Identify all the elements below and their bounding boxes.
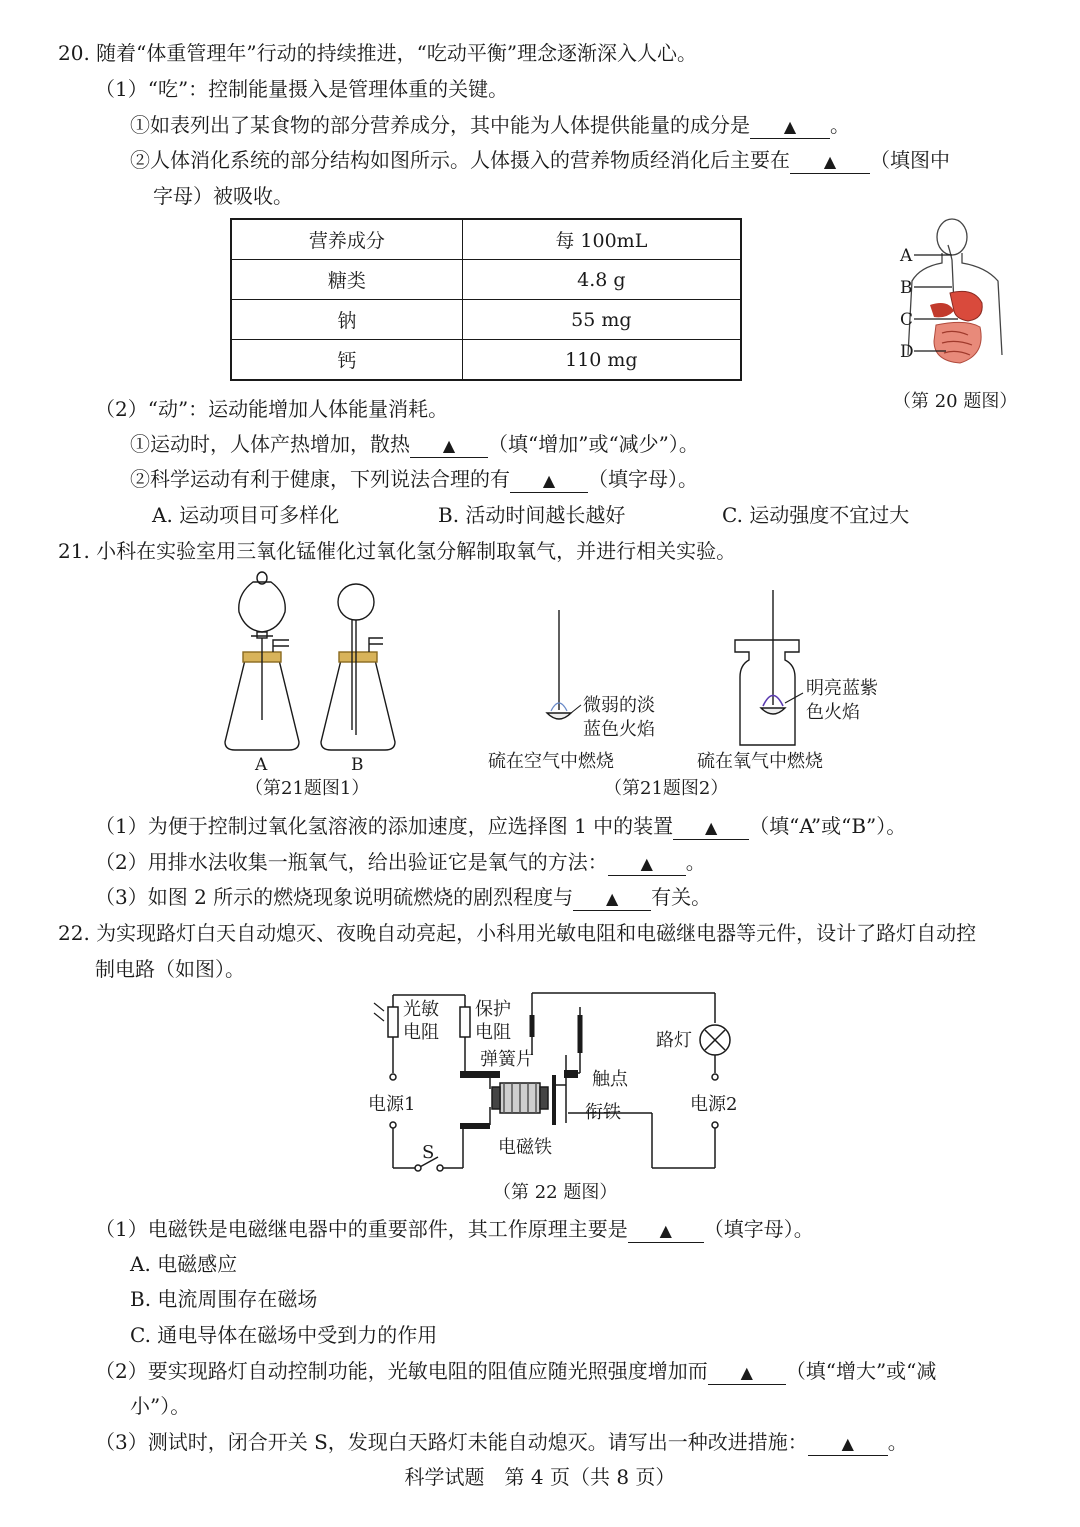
q20-part2-1: ①运动时，人体产热增加，散热 ▲ （填“增加”或“减少”）。 (130, 432, 699, 456)
q22-part1: （1）电磁铁是电磁继电器中的重要部件，其工作原理主要是 ▲ （填字母）。 (95, 1217, 814, 1241)
flame-oxygen-label: 明亮蓝紫 色火焰 (806, 678, 878, 723)
q21-part3: （3）如图 2 所示的燃烧现象说明硫燃烧的剧烈程度与 ▲ 有关。 (95, 885, 712, 909)
table-row (231, 340, 741, 381)
burn-oxygen-label: 硫在氧气中燃烧 (697, 751, 823, 772)
answer-blank[interactable]: ▲ (510, 468, 588, 493)
flask-apparatus-figure (215, 570, 405, 775)
fig-label-d: D (900, 342, 914, 362)
q22-option-c: C. 通电导体在磁场中受到力的作用 (130, 1323, 438, 1347)
table-cell: 4.8 g (462, 260, 741, 300)
answer-blank[interactable]: ▲ (673, 815, 749, 840)
answer-blank[interactable]: ▲ (608, 851, 686, 876)
burn-air-label: 硫在空气中燃烧 (488, 751, 614, 772)
power1-label: 电源1 (368, 1094, 416, 1115)
protect-resistor-label: 保护 电阻 (475, 999, 511, 1043)
q21-stem: 21. 小科在实验室用三氧化锰催化过氧化氢分解制取氧气，并进行相关实验。 (58, 539, 737, 563)
spring-label: 弹簧片 (480, 1049, 534, 1070)
q20-part1-1: ①如表列出了某食物的部分营养成分，其中能为人体提供能量的成分是 ▲ 。 (130, 113, 850, 137)
table-cell: 钙 (231, 340, 462, 381)
answer-blank[interactable]: ▲ (628, 1218, 704, 1243)
q20-part1: （1）“吃”：控制能量摄入是管理体重的关键。 (95, 77, 509, 101)
q22-option-b: B. 电流周围存在磁场 (130, 1287, 318, 1311)
nutrition-table (230, 218, 742, 381)
stomach-shape (950, 291, 982, 321)
digestive-system-figure (890, 215, 1030, 385)
fig-label-a: A (900, 246, 913, 266)
q22-part2: （2）要实现路灯自动控制功能，光敏电阻的阻值应随光照强度增加而 ▲ （填“增大”或“减 (95, 1359, 937, 1383)
switch-label: S (422, 1142, 435, 1163)
fig-label-c: C (900, 310, 914, 330)
option-b: B. 活动时间越长越好 (438, 503, 626, 527)
flask-label-b: B (351, 755, 364, 775)
table-row (231, 260, 741, 300)
lamp-label: 路灯 (656, 1030, 692, 1051)
contact-label: 触点 (592, 1069, 628, 1090)
answer-blank[interactable]: ▲ (750, 114, 830, 139)
q21-part1: （1）为便于控制过氧化氢溶液的添加速度，应选择图 1 中的装置 ▲ （填“A”或“B”）。 (95, 814, 907, 838)
answer-blank[interactable]: ▲ (708, 1360, 786, 1385)
answer-blank[interactable]: ▲ (790, 149, 870, 174)
q20-part2: （2）“动”：运动能增加人体能量消耗。 (95, 397, 449, 421)
q22-stem-cont: 制电路（如图）。 (95, 957, 245, 981)
table-cell: 55 mg (462, 300, 741, 340)
flame-air-label: 微弱的淡 蓝色火焰 (583, 695, 655, 740)
q20-part1-2-cont: 字母）被吸收。 (153, 184, 293, 208)
q22-fig-caption: （第 22 题图） (493, 1182, 618, 1203)
table-header: 每 100mL (462, 219, 741, 260)
table-cell: 钠 (231, 300, 462, 340)
table-cell: 110 mg (462, 340, 741, 381)
armature-label: 衔铁 (585, 1102, 621, 1123)
answer-blank[interactable]: ▲ (410, 433, 488, 458)
electromagnet-label: 电磁铁 (498, 1137, 552, 1158)
page-footer: 科学试题 第 4 页（共 8 页） (404, 1465, 676, 1489)
q20-stem: 20. 随着“体重管理年”行动的持续推进，“吃动平衡”理念逐渐深入人心。 (58, 41, 698, 65)
answer-blank[interactable]: ▲ (808, 1431, 888, 1456)
fig-label-b: B (900, 278, 913, 298)
q20-fig-caption: （第 20 题图） (893, 391, 1018, 412)
option-c: C. 运动强度不宜过大 (722, 503, 910, 527)
q22-part3: （3）测试时，闭合开关 S，发现白天路灯未能自动熄灭。请写出一种改进措施： ▲ 。 (95, 1430, 908, 1454)
table-header: 营养成分 (231, 219, 462, 260)
table-cell: 糖类 (231, 260, 462, 300)
q21-fig1-caption: （第21题图1） (245, 778, 370, 799)
flask-label-a: A (255, 755, 268, 775)
q21-part2: （2）用排水法收集一瓶氧气，给出验证它是氧气的方法： ▲ 。 (95, 850, 706, 874)
q20-part2-2: ②科学运动有利于健康，下列说法合理的有 ▲ （填字母）。 (130, 467, 698, 491)
photo-resistor-label: 光敏 电阻 (403, 999, 439, 1043)
q20-part1-2: ②人体消化系统的部分结构如图所示。人体摄入的营养物质经消化后主要在 ▲ （填图中 (130, 148, 950, 172)
q22-part2-cont: 小”）。 (130, 1394, 191, 1418)
answer-blank[interactable]: ▲ (573, 886, 651, 911)
liver-shape (930, 303, 954, 317)
q21-fig2-caption: （第21题图2） (604, 778, 729, 799)
intestine-shape (934, 322, 981, 363)
option-a: A. 运动项目可多样化 (152, 503, 340, 527)
q22-option-a: A. 电磁感应 (130, 1252, 238, 1276)
q22-stem: 22. 为实现路灯白天自动熄灭、夜晚自动亮起，小科用光敏电阻和电磁继电器等元件，设计了路灯自动控 (58, 921, 977, 945)
table-row (231, 300, 741, 340)
power2-label: 电源2 (690, 1094, 738, 1115)
